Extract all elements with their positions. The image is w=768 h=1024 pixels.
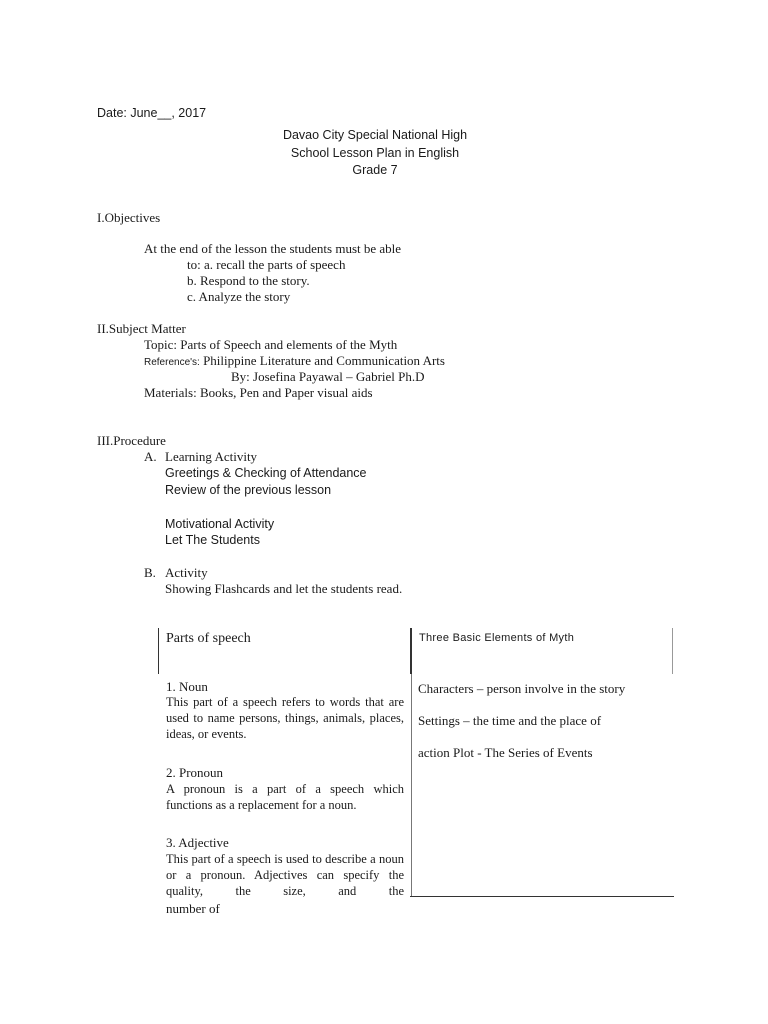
procedure-a-label: A. xyxy=(144,449,157,464)
materials-line: Materials: Books, Pen and Paper visual aids xyxy=(144,385,373,400)
adjective-title: 3. Adjective xyxy=(166,835,229,850)
element-characters: Characters – person involve in the story xyxy=(418,681,626,696)
col-header-elements-of-myth: Three Basic Elements of Myth xyxy=(419,632,575,644)
subject-matter-heading: II.Subject Matter xyxy=(97,321,186,336)
table-middle-border xyxy=(410,628,412,674)
activity-title: Activity xyxy=(165,565,208,580)
col-header-parts-of-speech: Parts of speech xyxy=(166,631,251,646)
author-line: By: Josefina Payawal – Gabriel Ph.D xyxy=(231,369,425,384)
adjective-definition-tail: number of xyxy=(166,901,220,916)
element-plot: action Plot - The Series of Events xyxy=(418,745,593,760)
noun-title: 1. Noun xyxy=(166,679,208,694)
motivational-activity-line: Motivational Activity xyxy=(165,517,275,531)
date-line: Date: June__, 2017 xyxy=(97,106,207,120)
reference-title: Philippine Literature and Communication Arts xyxy=(203,353,445,368)
procedure-b-label: B. xyxy=(144,565,156,580)
school-name-line-1: Davao City Special National High xyxy=(282,128,468,142)
procedure-heading: III.Procedure xyxy=(97,433,166,448)
table-left-border xyxy=(158,628,159,674)
let-the-students-line: Let The Students xyxy=(165,533,260,547)
objectives-intro: At the end of the lesson the students must be able xyxy=(144,241,402,256)
grade-line: Grade 7 xyxy=(352,163,398,177)
table-right-border xyxy=(672,628,673,674)
school-name-line-2: School Lesson Plan in English xyxy=(290,146,460,160)
table-bottom-border xyxy=(410,896,674,897)
reference-label: Reference's: xyxy=(144,357,200,368)
element-settings: Settings – the time and the place of xyxy=(418,713,602,728)
pronoun-definition: A pronoun is a part of a speech which functions as a replacement for a noun. xyxy=(166,782,404,812)
objective-b: b. Respond to the story. xyxy=(187,273,310,288)
review-line: Review of the previous lesson xyxy=(165,483,332,497)
table-middle-divider xyxy=(411,674,412,897)
objective-a: to: a. recall the parts of speech xyxy=(187,257,346,272)
topic-line: Topic: Parts of Speech and elements of the Myth xyxy=(144,337,398,352)
objectives-heading: I.Objectives xyxy=(97,210,161,225)
noun-definition: This part of a speech refers to words that are used to name persons, things, animals, places, ideas, or events. xyxy=(166,695,404,741)
adjective-definition: This part of a speech is used to describe a noun or a pronoun. Adjectives can specify the quality, the size, and the xyxy=(166,852,404,898)
pronoun-title: 2. Pronoun xyxy=(166,765,224,780)
greetings-line: Greetings & Checking of Attendance xyxy=(165,466,367,480)
learning-activity-title: Learning Activity xyxy=(165,449,258,464)
flashcards-line: Showing Flashcards and let the students read. xyxy=(165,581,403,596)
objective-c: c. Analyze the story xyxy=(187,289,291,304)
